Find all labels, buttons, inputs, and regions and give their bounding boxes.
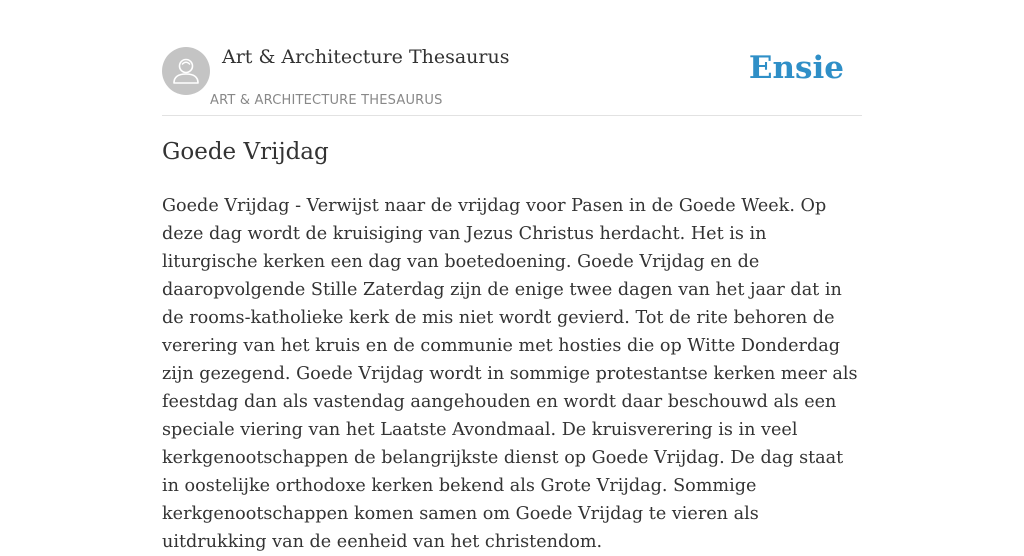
entry-title: Goede Vrijdag	[162, 139, 329, 165]
entry-body: Goede Vrijdag - Verwijst naar de vrijdag voor Pasen in de Goede Week. Op deze dag wordt de kruisiging van Jezus Christus herdacht. Het is in liturgische kerken een dag van boetedoening. Goede Vrijdag en de daaropvolgende Stille Zaterdag zijn de enige twee dagen van het jaar dat in de rooms-katholieke kerk de mis niet wordt gevierd. Tot de rite behoren de verering van het kruis en de communie met hosties die op Witte Donderdag zijn gezegend. Goede Vrijdag wordt in sommige protestantse kerken meer als feestdag dan als vastendag aangehouden en wordt daar beschouwd als een speciale viering van het Laatste Avondmaal. De kruisverering is in veel kerkgenootschappen de belangrijkste dienst op Goede Vrijdag. De dag staat in oostelijke orthodoxe kerken bekend als Grote Vrijdag. Sommige kerkgenootschappen komen samen om Goede Vrijdag te vieren als uitdrukking van de eenheid van het christendom.	[162, 196, 858, 552]
source-header	[162, 0, 862, 116]
source-title-link[interactable]: Art & Architecture Thesaurus	[222, 46, 510, 68]
source-avatar[interactable]	[162, 47, 210, 95]
user-icon	[162, 47, 210, 95]
page	[162, 0, 862, 552]
source-subtitle: ART & ARCHITECTURE THESAURUS	[210, 93, 443, 108]
ensie-logo[interactable]: Ensie	[748, 50, 844, 86]
